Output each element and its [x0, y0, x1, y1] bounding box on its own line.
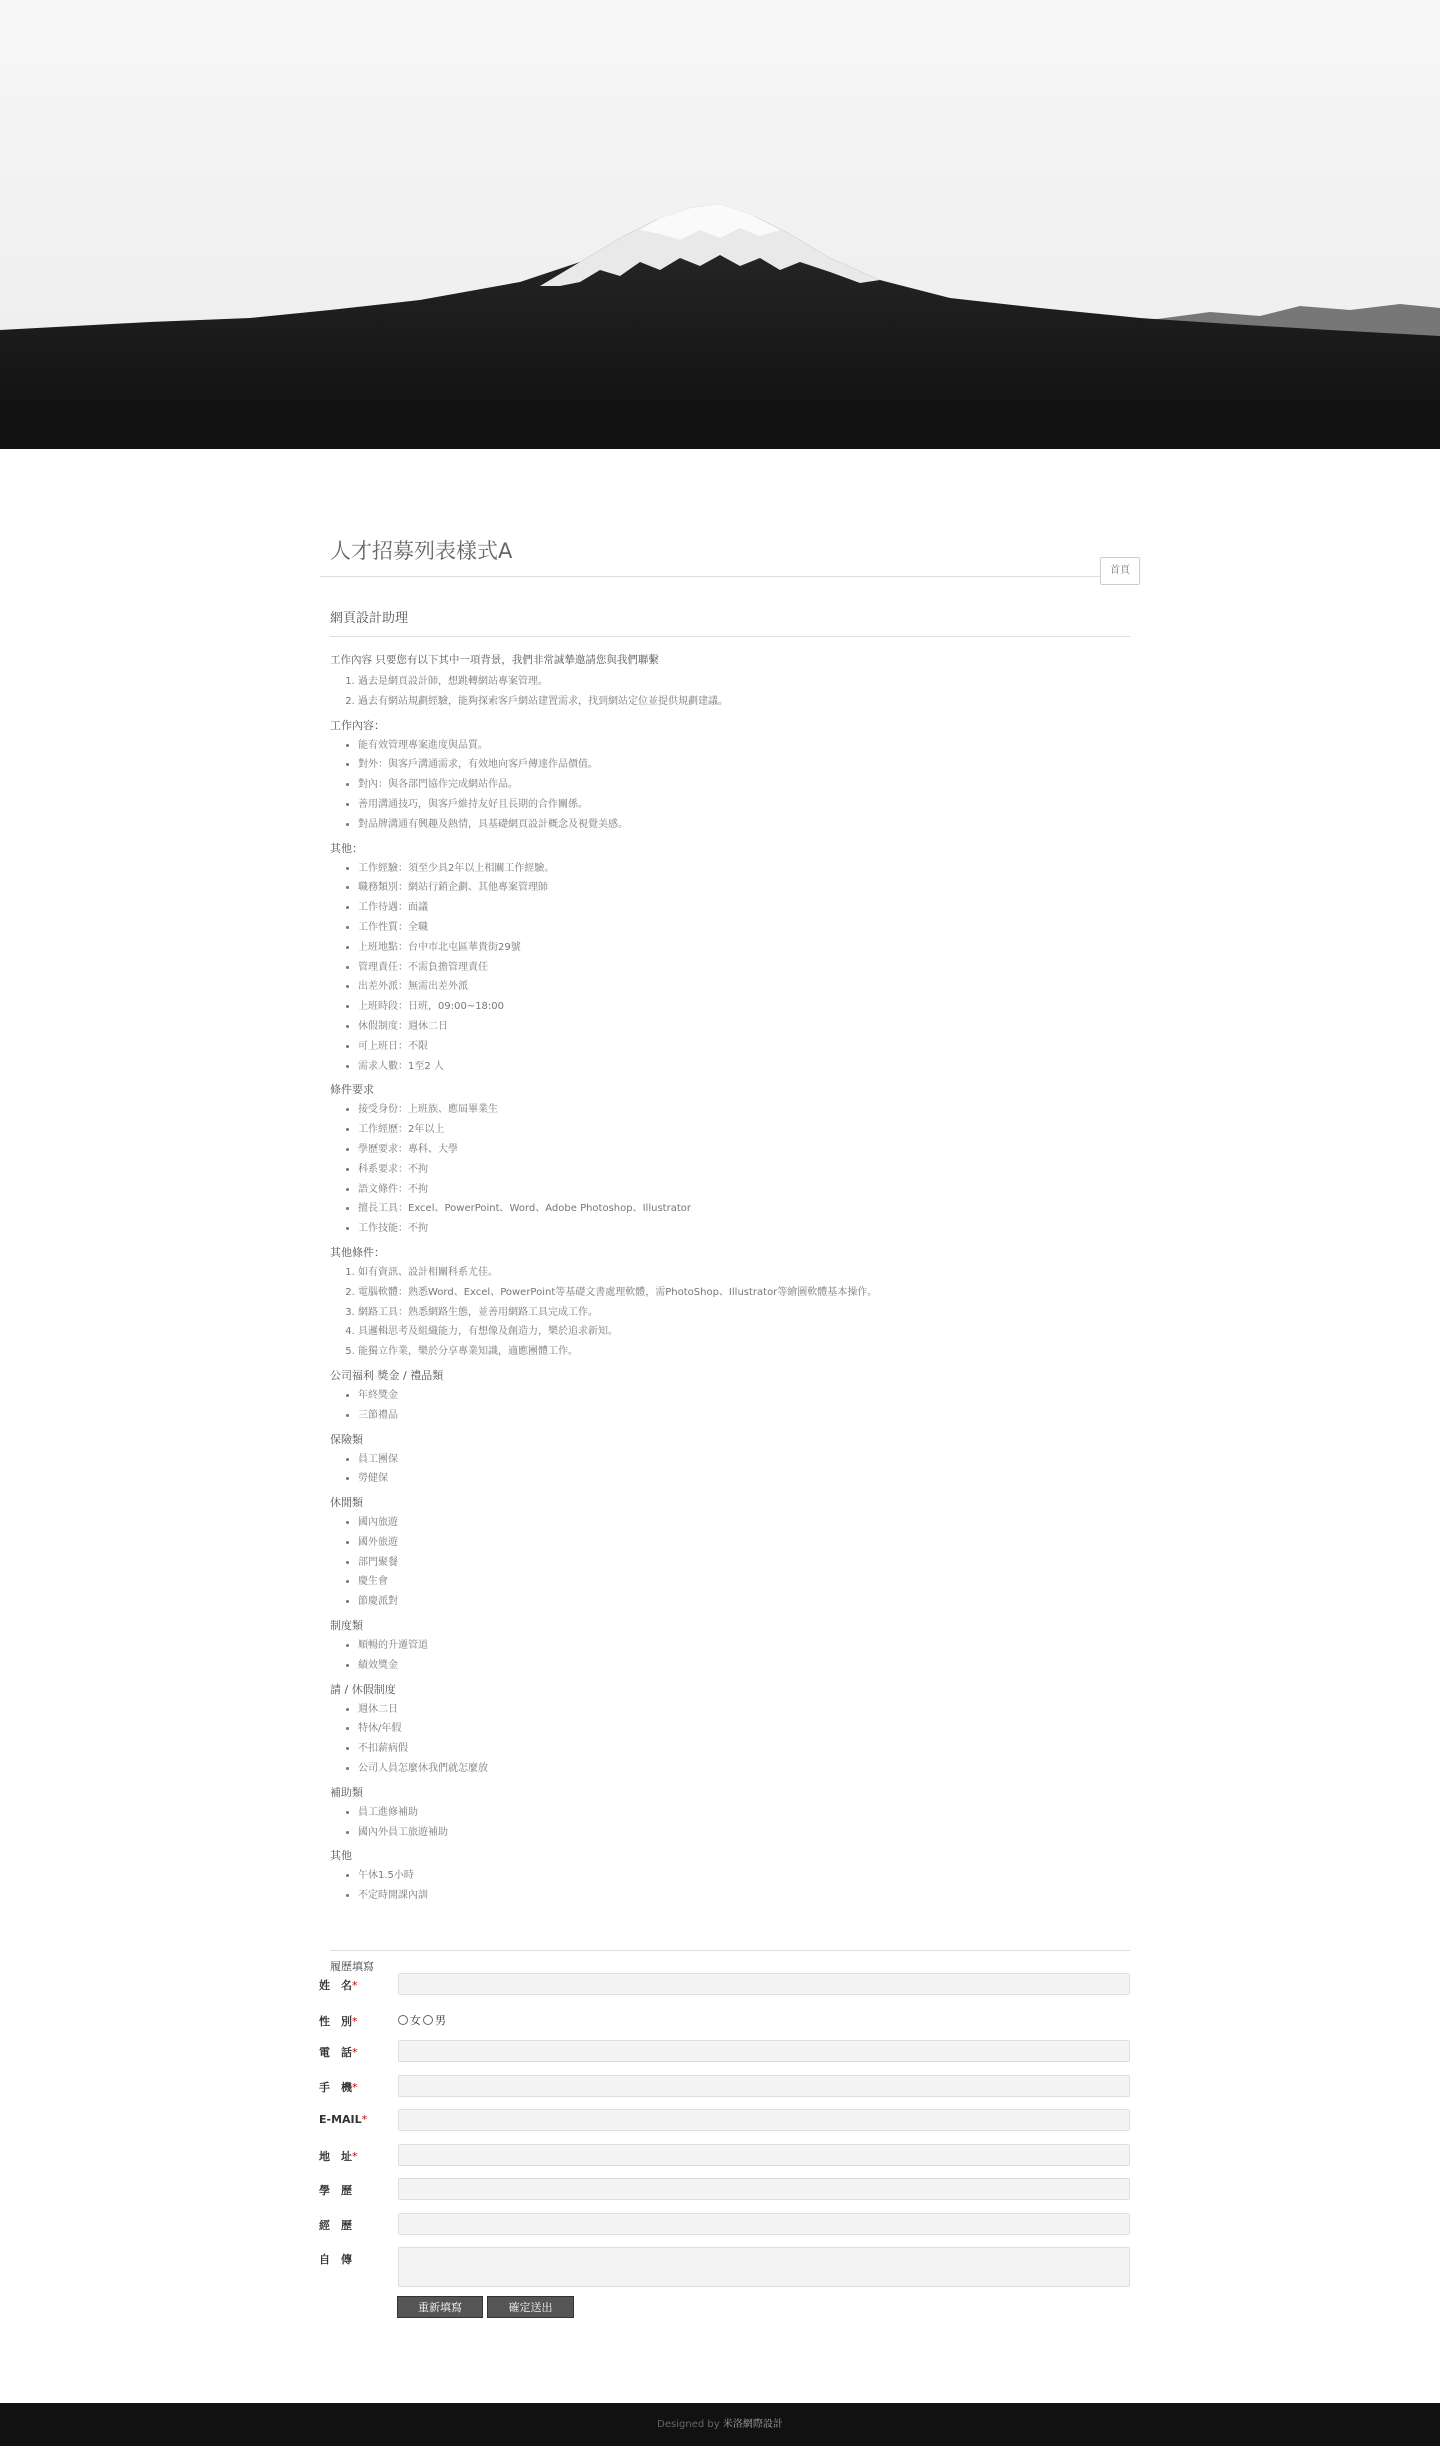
job-divider: [330, 636, 1130, 637]
list-item: • 學歷要求：專科、大學: [358, 1140, 1130, 1160]
list-item: • 員工進修補助: [358, 1803, 1130, 1823]
mobile-input[interactable]: [398, 2075, 1130, 2097]
email-label: E-MAIL*: [319, 2113, 368, 2126]
list-item: • 員工團保: [358, 1450, 1130, 1470]
list-item: • 出差外派：無需出差外派: [358, 977, 1130, 997]
list-item: • 善用溝通技巧，與客戶維持友好且長期的合作關係。: [358, 795, 1130, 815]
required-mark: *: [352, 1979, 358, 1992]
job-title: 網頁設計助理: [330, 611, 409, 626]
gender-male-label: 男: [435, 2014, 446, 2027]
list-item: 4. 具邏輯思考及組織能力，有想像及創造力，樂於追求新知。: [358, 1322, 1130, 1342]
list-item: • 職務類別：網站行銷企劃、其他專案管理師: [358, 878, 1130, 898]
gender-female-radio[interactable]: [398, 2015, 408, 2025]
list-item: 5. 能獨立作業，樂於分享專業知識，適應團體工作。: [358, 1342, 1130, 1362]
list-item: 1. 如有資訊、設計相關科系尤佳。: [358, 1263, 1130, 1283]
list-item: • 國外旅遊: [358, 1533, 1130, 1553]
hero-mountain-image: [0, 0, 1440, 449]
section-list: [330, 859, 1130, 1077]
list-item: 2. 過去有網站規劃經驗，能夠探索客戶網站建置需求，找到網站定位並提供規劃建議。: [358, 692, 1130, 712]
gender-radio-group: [398, 2012, 446, 2028]
required-mark: *: [352, 2015, 358, 2028]
list-item: • 年終獎金: [358, 1386, 1130, 1406]
intro-list: [330, 672, 1130, 712]
education-input[interactable]: [398, 2178, 1130, 2200]
address-input[interactable]: [398, 2144, 1130, 2166]
page-title: 人才招募列表樣式A: [330, 539, 513, 563]
gender-female-label: 女: [410, 2014, 421, 2027]
list-item: 3. 網路工具：熟悉網路生態，並善用網路工具完成工作。: [358, 1303, 1130, 1323]
section-list: [330, 736, 1130, 835]
section-list: [330, 1100, 1130, 1239]
list-item: • 三節禮品: [358, 1406, 1130, 1426]
form-divider: [330, 1950, 1130, 1951]
section-heading: 制度類: [330, 1619, 363, 1633]
list-item: • 不扣薪病假: [358, 1739, 1130, 1759]
form-title: 履歷填寫: [330, 1960, 374, 1973]
section-heading: 休閒類: [330, 1496, 363, 1510]
list-item: 2. 電腦軟體：熟悉Word、Excel、PowerPoint等基礎文書處理軟體，需PhotoShop、Illustrator等繪圖軟體基本操作。: [358, 1283, 1130, 1303]
section-heading: 保險類: [330, 1432, 363, 1446]
list-item: • 工作經歷：2年以上: [358, 1120, 1130, 1140]
job-description: [330, 650, 1130, 1906]
list-item: • 工作待遇：面議: [358, 898, 1130, 918]
address-label: 地 址*: [319, 2150, 358, 2163]
list-item: • 特休/年假: [358, 1719, 1130, 1739]
experience-input[interactable]: [398, 2213, 1130, 2235]
list-item: • 擅長工具：Excel、PowerPoint、Word、Adobe Photoshop、Illustrator: [358, 1199, 1130, 1219]
list-item: • 能有效管理專案進度與品質。: [358, 736, 1130, 756]
required-mark: *: [352, 2046, 358, 2059]
section-heading: 公司福利 獎金 / 禮品類: [330, 1368, 444, 1382]
list-item: • 國內旅遊: [358, 1513, 1130, 1533]
name-input[interactable]: [398, 1973, 1130, 1995]
list-item: • 接受身份：上班族、應屆畢業生: [358, 1100, 1130, 1120]
job-sections: [330, 716, 1130, 1906]
list-item: • 勞健保: [358, 1469, 1130, 1489]
list-item: • 對品牌溝通有興趣及熱情，具基礎網頁設計概念及視覺美感。: [358, 815, 1130, 835]
list-item: • 對內：與各部門協作完成網站作品。: [358, 775, 1130, 795]
list-item: • 科系要求：不拘: [358, 1160, 1130, 1180]
footer: [0, 2403, 1440, 2446]
list-item: • 慶生會: [358, 1572, 1130, 1592]
email-input[interactable]: [398, 2109, 1130, 2131]
gender-label: 性 別*: [319, 2015, 358, 2028]
section-list: [330, 1386, 1130, 1426]
list-item: • 可上班日：不限: [358, 1037, 1130, 1057]
mountain-illustration: [0, 0, 1440, 449]
section-list: [330, 1803, 1130, 1843]
list-item: • 順暢的升遷管道: [358, 1636, 1130, 1656]
list-item: • 工作性質：全職: [358, 918, 1130, 938]
list-item: • 不定時開課內訓: [358, 1886, 1130, 1906]
list-item: • 上班時段：日班，09:00~18:00: [358, 997, 1130, 1017]
list-item: • 對外：與客戶溝通需求，有效地向客戶傳達作品價值。: [358, 755, 1130, 775]
job-intro: 工作內容 只要您有以下其中一項背景，我們非常誠摯邀請您與我們聯繫: [330, 654, 659, 666]
education-label: 學 歷: [319, 2184, 352, 2197]
list-item: • 週休二日: [358, 1700, 1130, 1720]
list-item: • 需求人數：1至2 人: [358, 1057, 1130, 1077]
footer-brand-link[interactable]: 米洛網際設計: [722, 2419, 783, 2430]
list-item: 1. 過去是網頁設計師，想跳轉網站專案管理。: [358, 672, 1130, 692]
section-list: [330, 1866, 1130, 1906]
title-divider: [320, 576, 1130, 577]
reset-button[interactable]: 重新填寫: [397, 2296, 483, 2318]
section-heading: 請 / 休假制度: [330, 1682, 396, 1696]
list-item: • 工作技能：不拘: [358, 1219, 1130, 1239]
list-item: • 休假制度：週休二日: [358, 1017, 1130, 1037]
list-item: • 國內外員工旅遊補助: [358, 1823, 1130, 1843]
required-mark: *: [361, 2113, 368, 2126]
required-mark: *: [352, 2150, 358, 2163]
list-item: • 工作經驗：須至少具2年以上相關工作經驗。: [358, 859, 1130, 879]
autobiography-label: 自 傳: [319, 2253, 352, 2266]
section-heading: 工作內容：: [330, 718, 385, 732]
footer-prefix: Designed by: [657, 2419, 720, 2430]
autobiography-textarea[interactable]: [398, 2247, 1130, 2287]
list-item: • 語文條件：不拘: [358, 1180, 1130, 1200]
list-item: • 管理責任：不需負擔管理責任: [358, 958, 1130, 978]
section-heading: 條件要求: [330, 1083, 374, 1097]
phone-label: 電 話*: [319, 2046, 358, 2059]
mobile-label: 手 機*: [319, 2081, 358, 2094]
section-list: [330, 1636, 1130, 1676]
section-list: [330, 1700, 1130, 1779]
required-mark: *: [352, 2081, 358, 2094]
section-heading: 其他條件：: [330, 1245, 385, 1259]
list-item: • 節慶派對: [358, 1592, 1130, 1612]
section-list: [330, 1450, 1130, 1490]
gender-male-radio[interactable]: [423, 2015, 433, 2025]
phone-input[interactable]: [398, 2040, 1130, 2062]
home-button[interactable]: 首頁: [1100, 557, 1140, 585]
section-heading: 補助類: [330, 1785, 363, 1799]
section-list: [330, 1263, 1130, 1362]
section-heading: 其他: [330, 1849, 352, 1863]
list-item: • 績效獎金: [358, 1656, 1130, 1676]
list-item: • 部門聚餐: [358, 1553, 1130, 1573]
list-item: • 公司人員怎麼休我們就怎麼放: [358, 1759, 1130, 1779]
section-heading: 其他：: [330, 841, 363, 855]
name-label: 姓 名*: [319, 1979, 358, 1992]
experience-label: 經 歷: [319, 2219, 352, 2232]
main-content: [330, 530, 1130, 1902]
list-item: • 上班地點：台中市北屯區華貴街29號: [358, 938, 1130, 958]
section-list: [330, 1513, 1130, 1612]
submit-button[interactable]: 確定送出: [487, 2296, 574, 2318]
list-item: • 午休1.5小時: [358, 1866, 1130, 1886]
